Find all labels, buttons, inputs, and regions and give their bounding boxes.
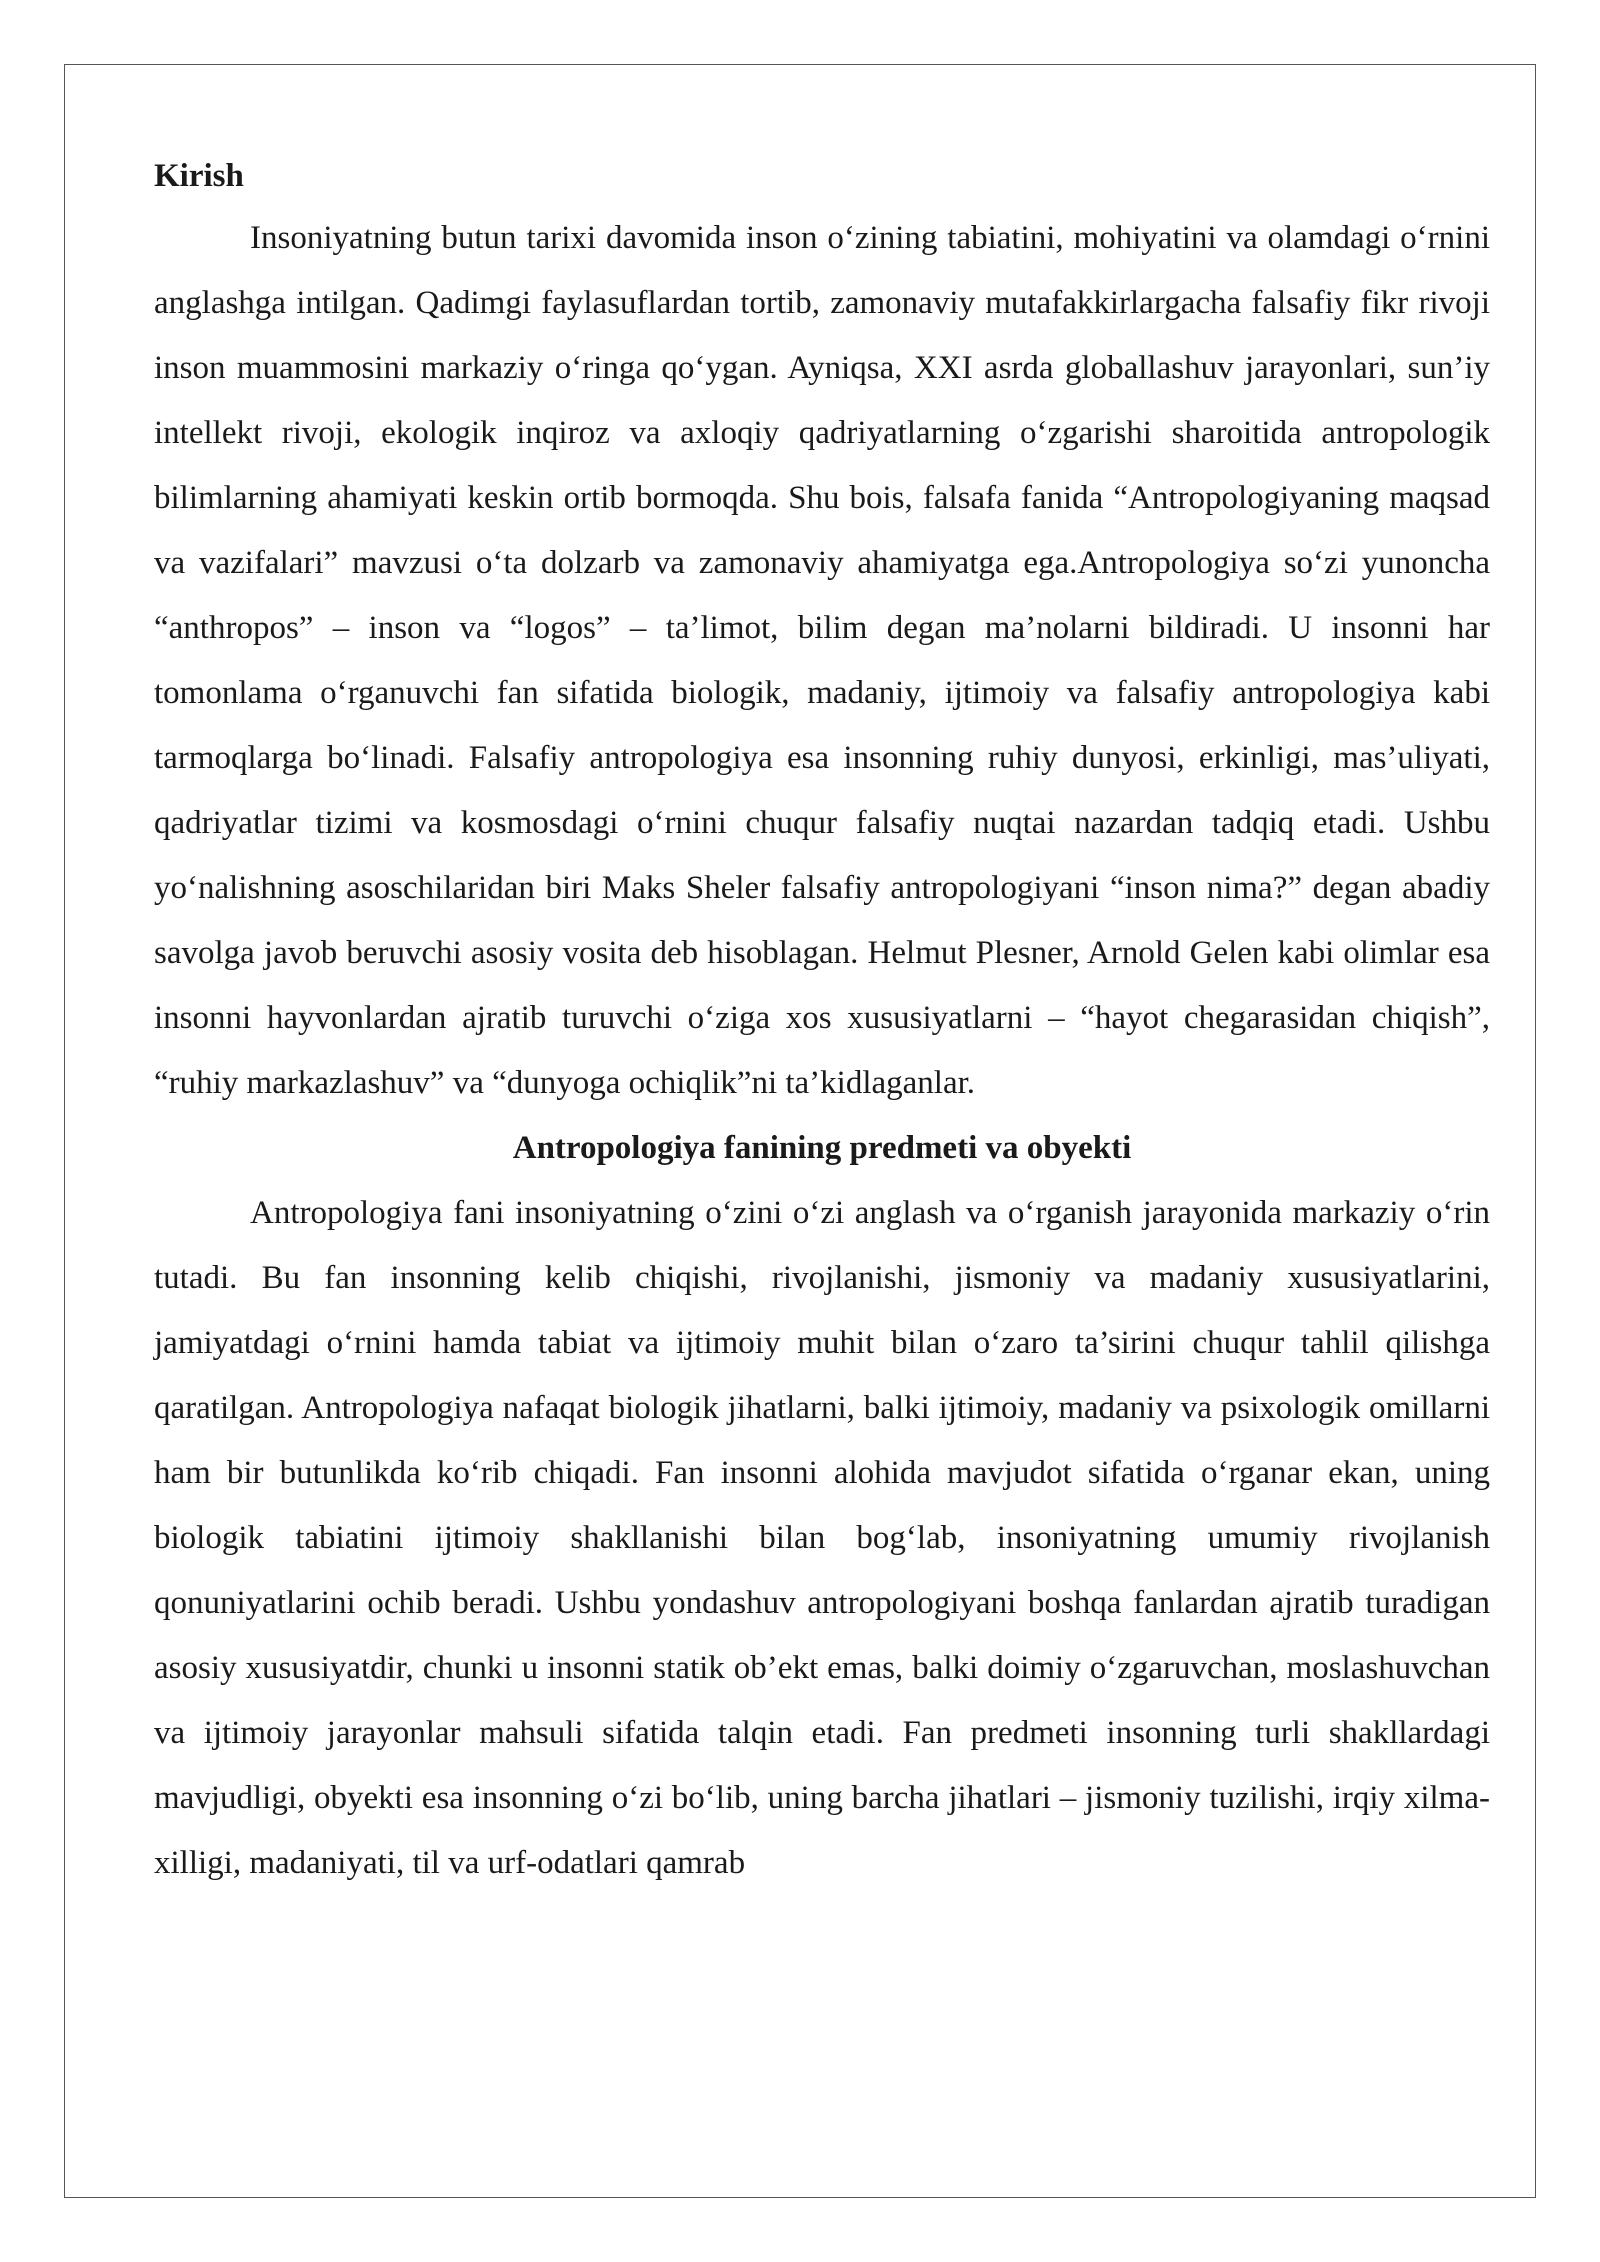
paragraph-section: Antropologiya fani insoniyatning o‘zini o‘zi anglash va o‘rganish jarayonida markaziy o‘rin tutadi. Bu fan insonning kelib chiqishi, rivojlanishi, jismoniy va madaniy xususiyatlarini, jamiyatdagi o‘rnini hamda tabiat va ijtimoiy muhit bilan o‘zaro ta’sirini chuqur tahlil qilishga qaratilgan. Antropologiya nafaqat biologik jihatlarni, balki ijtimoiy, madaniy va psixologik omillarni ham bir butunlikda ko‘rib chiqadi. Fan insonni alohida mavjudot sifatida o‘rganar ekan, uning biologik tabiatini ijtimoiy shakllanishi bilan bog‘lab, insoniyatning umumiy rivojlanish qonuniyatlarini ochib beradi. Ushbu yondashuv antropologiyani boshqa fanlardan ajratib turadigan asosiy xususiyatdir, chunki u insonni statik ob’ekt emas, balki doimiy o‘zgaruvchan, moslashuvchan va ijtimoiy jarayonlar mahsuli sifatida talqin etadi. Fan predmeti insonning turli shakllardagi mavjudligi, obyekti esa insonning o‘zi bo‘lib, uning barcha jihatlari – jismoniy tuzilishi, irqiy xilma-xilligi, madaniyati, til va urf-odatlari qamrab (154, 1195, 1490, 1881)
heading-intro: Kirish (154, 158, 244, 194)
heading-section: Antropologiya fanining predmeti va obyekti (512, 1130, 1132, 1166)
paragraph-intro: Insoniyatning butun tarixi davomida inson o‘zining tabiatini, mohiyatini va olamdagi o‘rnini anglashga intilgan. Qadimgi faylasuflardan tortib, zamonaviy mutafakkirlargacha falsafiy fikr rivoji inson muammosini markaziy o‘ringa qo‘ygan. Ayniqsa, XXI asrda globallashuv jarayonlari, sun’iy intellekt rivoji, ekologik inqiroz va axloqiy qadriyatlarning o‘zgarishi sharoitida antropologik bilimlarning ahamiyati keskin ortib bormoqda. Shu bois, falsafa fanida “Antropologiyaning maqsad va vazifalari” mavzusi o‘ta dolzarb va zamonaviy ahamiyatga ega.Antropologiya so‘zi yunoncha “anthropos” – inson va “logos” – ta’limot, bilim degan ma’nolarni bildiradi. U insonni har tomonlama o‘rganuvchi fan sifatida biologik, madaniy, ijtimoiy va falsafiy antropologiya kabi tarmoqlarga bo‘linadi. Falsafiy antropologiya esa insonning ruhiy dunyosi, erkinligi, mas’uliyati, qadriyatlar tizimi va kosmosdagi o‘rnini chuqur falsafiy nuqtai nazardan tadqiq etadi. Ushbu yo‘nalishning asoschilaridan biri Maks Sheler falsafiy antropologiyani “inson nima?” degan abadiy savolga javob beruvchi asosiy vosita deb hisoblagan. Helmut Plesner, Arnold Gelen kabi olimlar esa insonni hayvonlardan ajratib turuvchi o‘ziga xos xususiyatlarni – “hayot chegarasidan chiqish”, “ruhiy markazlashuv” va “dunyoga ochiqlik”ni ta’kidlaganlar. (154, 220, 1490, 1101)
document-body (154, 146, 1490, 1896)
